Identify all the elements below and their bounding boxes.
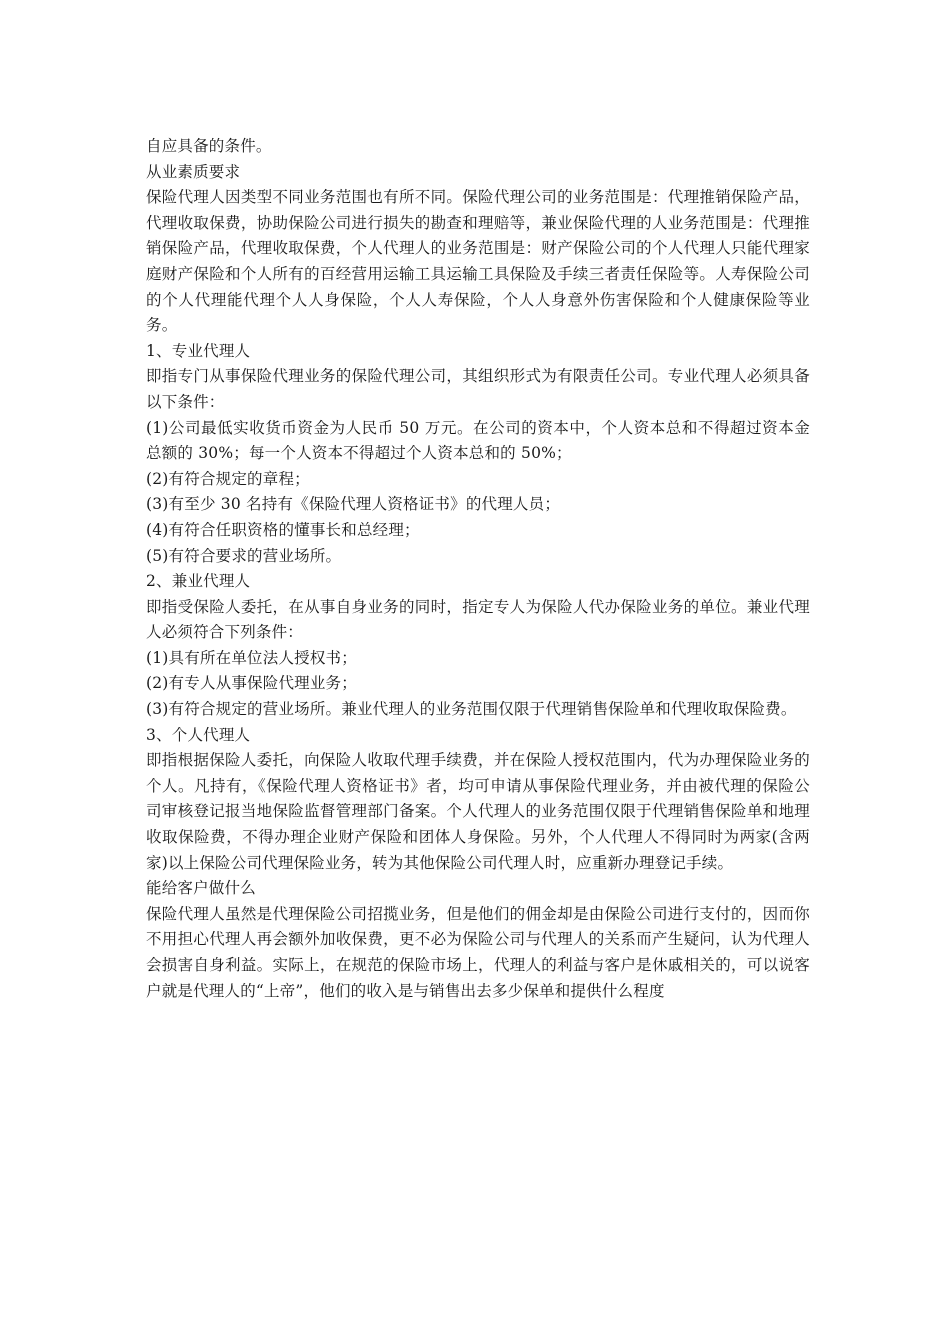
list-item-condition-3: (3)有至少 30 名持有《保险代理人资格证书》的代理人员；	[146, 495, 561, 514]
paragraph-professional-agent-definition: 即指专门从事保险代理业务的保险代理公司，其组织形式为有限责任公司。专业代理人必须具备以下条件：	[146, 367, 810, 411]
list-item-part-time-condition-3: (3)有符合规定的营业场所。兼业代理人的业务范围仅限于代理销售保险单和代理收取保险费。	[146, 700, 797, 719]
heading-professional-agent: 1、专业代理人	[146, 341, 251, 360]
list-item-part-time-condition-1: (1)具有所在单位法人授权书；	[146, 648, 357, 667]
document-body	[146, 134, 810, 1004]
list-item-condition-4: (4)有符合任职资格的懂事长和总经理；	[146, 520, 420, 539]
paragraph-part-time-agent-definition: 即指受保险人委托，在从事自身业务的同时，指定专人为保险人代办保险业务的单位。兼业代理人必须符合下列条件：	[146, 597, 810, 642]
heading-what-agents-do-for-clients: 能给客户做什么	[146, 879, 256, 898]
heading-individual-agent: 3、个人代理人	[146, 725, 251, 744]
list-item-condition-5: (5)有符合要求的营业场所。	[146, 546, 342, 565]
list-item-condition-1: (1)公司最低实收货币资金为人民币 50 万元。在公司的资本中，个人资本总和不得超过资本金总额的 30%；每一个人资本不得超过个人资本总和的 50%；	[146, 418, 810, 463]
paragraph-intro-fragment: 自应具备的条件。	[146, 137, 272, 155]
list-item-part-time-condition-2: (2)有专人从事保险代理业务；	[146, 674, 357, 693]
heading-qualification-requirements: 从业素质要求	[146, 162, 241, 181]
paragraph-agent-commission: 保险代理人虽然是代理保险公司招揽业务，但是他们的佣金却是由保险公司进行支付的，因而你不用担心代理人再会额外加收保费，更不必为保险公司与代理人的关系而产生疑问，认为代理人会损害自身利益。实际上，在规范的保险市场上，代理人的利益与客户是休戚相关的，可以说客户就是代理人的“上帝”，他们的收入是与销售出去多少保单和提供什么程度	[146, 904, 810, 1000]
paragraph-business-scope: 保险代理人因类型不同业务范围也有所不同。保险代理公司的业务范围是：代理推销保险产品，代理收取保费，协助保险公司进行损失的勘查和理赔等，兼业保险代理的人业务范围是：代理推销保险产品，代理收取保费，个人代理人的业务范围是：财产保险公司的个人代理人只能代理家庭财产保险和个人所有的百经营用运输工具运输工具保险及手续三者责任保险等。人寿保险公司的个人代理能代理个人人身保险，个人人寿保险，个人人身意外伤害保险和个人健康保险等业务。	[146, 188, 810, 335]
heading-part-time-agent: 2、兼业代理人	[146, 572, 251, 591]
paragraph-individual-agent-definition: 即指根据保险人委托，向保险人收取代理手续费，并在保险人授权范围内，代为办理保险业务的个人。凡持有，《保险代理人资格证书》者，均可申请从事保险代理业务，并由被代理的保险公司审核登记报当地保险监督管理部门备案。个人代理人的业务范围仅限于代理销售保险单和地理收取保险费，不得办理企业财产保险和团体人身保险。另外，个人代理人不得同时为两家(含两家)以上保险公司代理保险业务，转为其他保险公司代理人时，应重新办理登记手续。	[146, 751, 810, 872]
list-item-condition-2: (2)有符合规定的章程；	[146, 469, 310, 488]
